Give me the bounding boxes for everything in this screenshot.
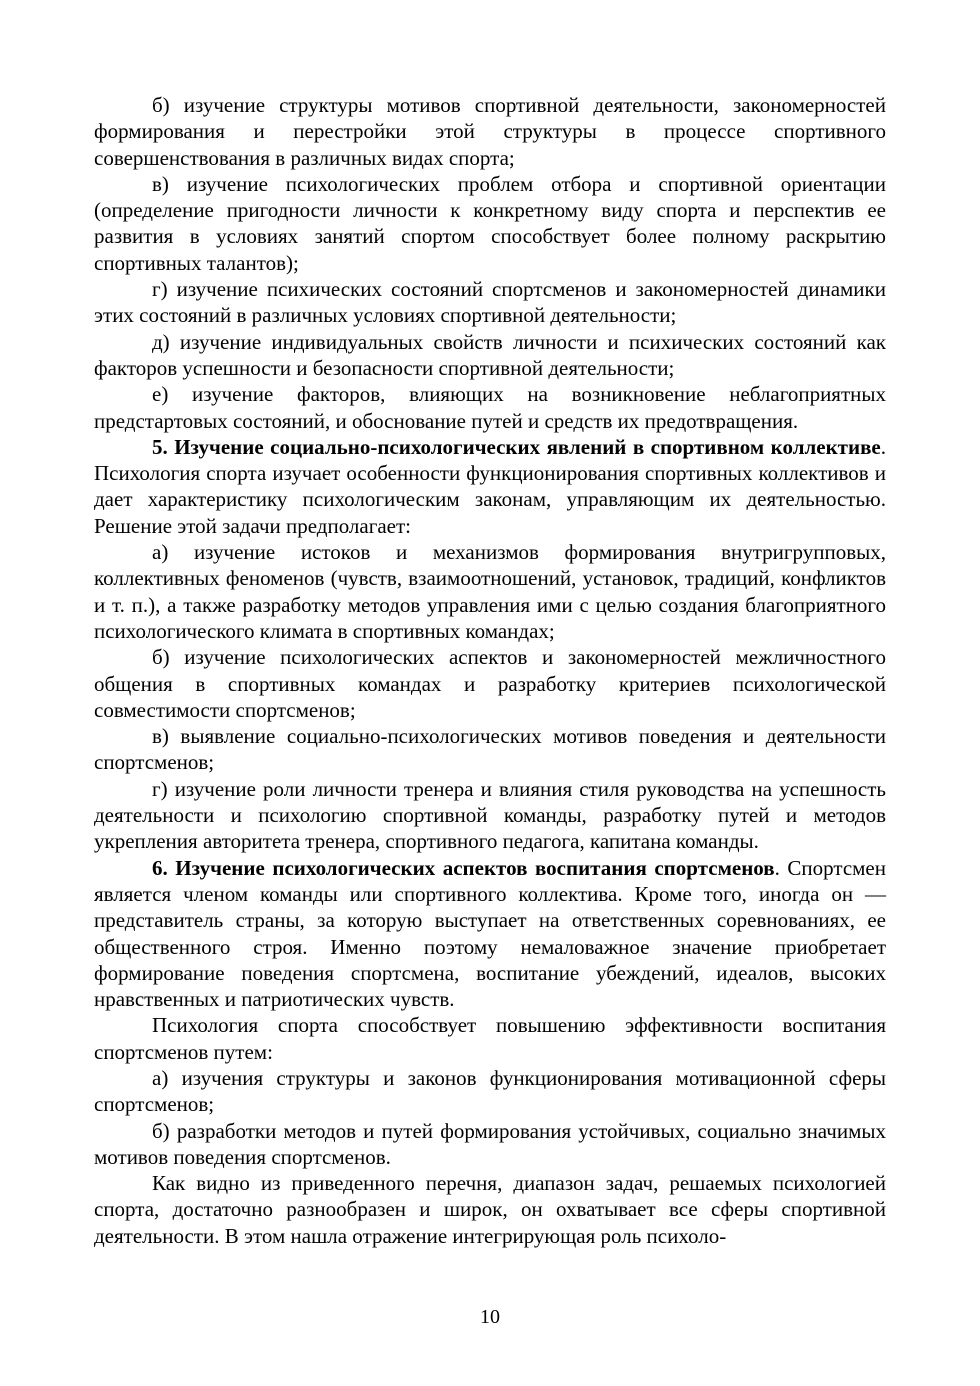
page-number: 10 [480,1306,500,1328]
paragraph: Психология спорта способствует повышению эффективности воспитания спортсменов путем: [94,1013,886,1064]
paragraph: б) разработки методов и путей формирования устойчивых, социально значимых мотивов поведения спортсменов. [94,1118,886,1169]
paragraph: а) изучения структуры и законов функционирования мотивационной сферы спортсменов; [94,1065,886,1117]
paragraph: б) изучение психологических аспектов и закономерностей межличностного общения в спортивных командах и разработку критериев психологической совместимости спортсменов; [94,645,886,722]
paragraph: е) изучение факторов, влияющих на возникновение неблагоприятных предстартовых состояний, и обоснование путей и средств их предотвращения. [94,382,886,433]
paragraph: а) изучение истоков и механизмов формирования внутригрупповых, коллективных феноменов (чувств, взаимоотношений, установок, традиций, конфликтов и т. п.), а также разработку методов управления ими с целью создания благоприятного психологического климата в спортивных командах; [94,540,886,643]
body-text [94,92,886,1249]
paragraph: д) изучение индивидуальных свойств личности и психических состояний как факторов успешности и безопасности спортивной деятельности; [94,329,886,380]
paragraph: 6. Изучение психологических аспектов воспитания спортсменов. Спортсмен является членом команды или спортивного коллектива. Кроме того, иногда он — представитель страны, за которую выступает на ответственных соревнованиях, ее общественного строя. Именно поэтому немаловажное значение приобретает формирование поведения спортсмена, воспитание убеждений, идеалов, высоких нравственных и патриотических чувств. [94,855,886,1012]
section-heading: 5. Изучение социально-психологических явлений в спортивном коллективе [152,434,881,459]
paragraph: в) изучение психологических проблем отбора и спортивной ориентации (определение пригодности личности к конкретному виду спорта и перспектив ее развития в условиях занятий спортом способствует более полному раскрытию спортивных талантов); [94,171,886,275]
paragraph: г) изучение психических состояний спортсменов и закономерностей динамики этих состояний в различных условиях спортивной деятельности; [94,277,886,328]
paragraph: б) изучение структуры мотивов спортивной деятельности, закономерностей формирования и перестройки этой структуры в процессе спортивного совершенствования в различных видах спорта; [94,93,886,170]
paragraph: в) выявление социально-психологических мотивов поведения и деятельности спортсменов; [94,724,886,775]
paragraph: 5. Изучение социально-психологических явлений в спортивном коллективе. Психология спорта изучает особенности функционирования спортивных коллективов и дает характеристику психологическим законам, управляющим их деятельностью. Решение этой задачи предполагает: [94,434,886,538]
section-heading: 6. Изучение психологических аспектов воспитания спортсменов [152,855,775,880]
paragraph: г) изучение роли личности тренера и влияния стиля руководства на успешность деятельности и психологию спортивной команды, разработку путей и методов укрепления авторитета тренера, спортивного педагога, капитана команды. [94,776,886,854]
paragraph: Как видно из приведенного перечня, диапазон задач, решаемых психологией спорта, достаточно разнообразен и широк, он охватывает все сферы спортивной деятельности. В этом нашла отражение интегрирующая роль психоло- [94,1171,886,1248]
